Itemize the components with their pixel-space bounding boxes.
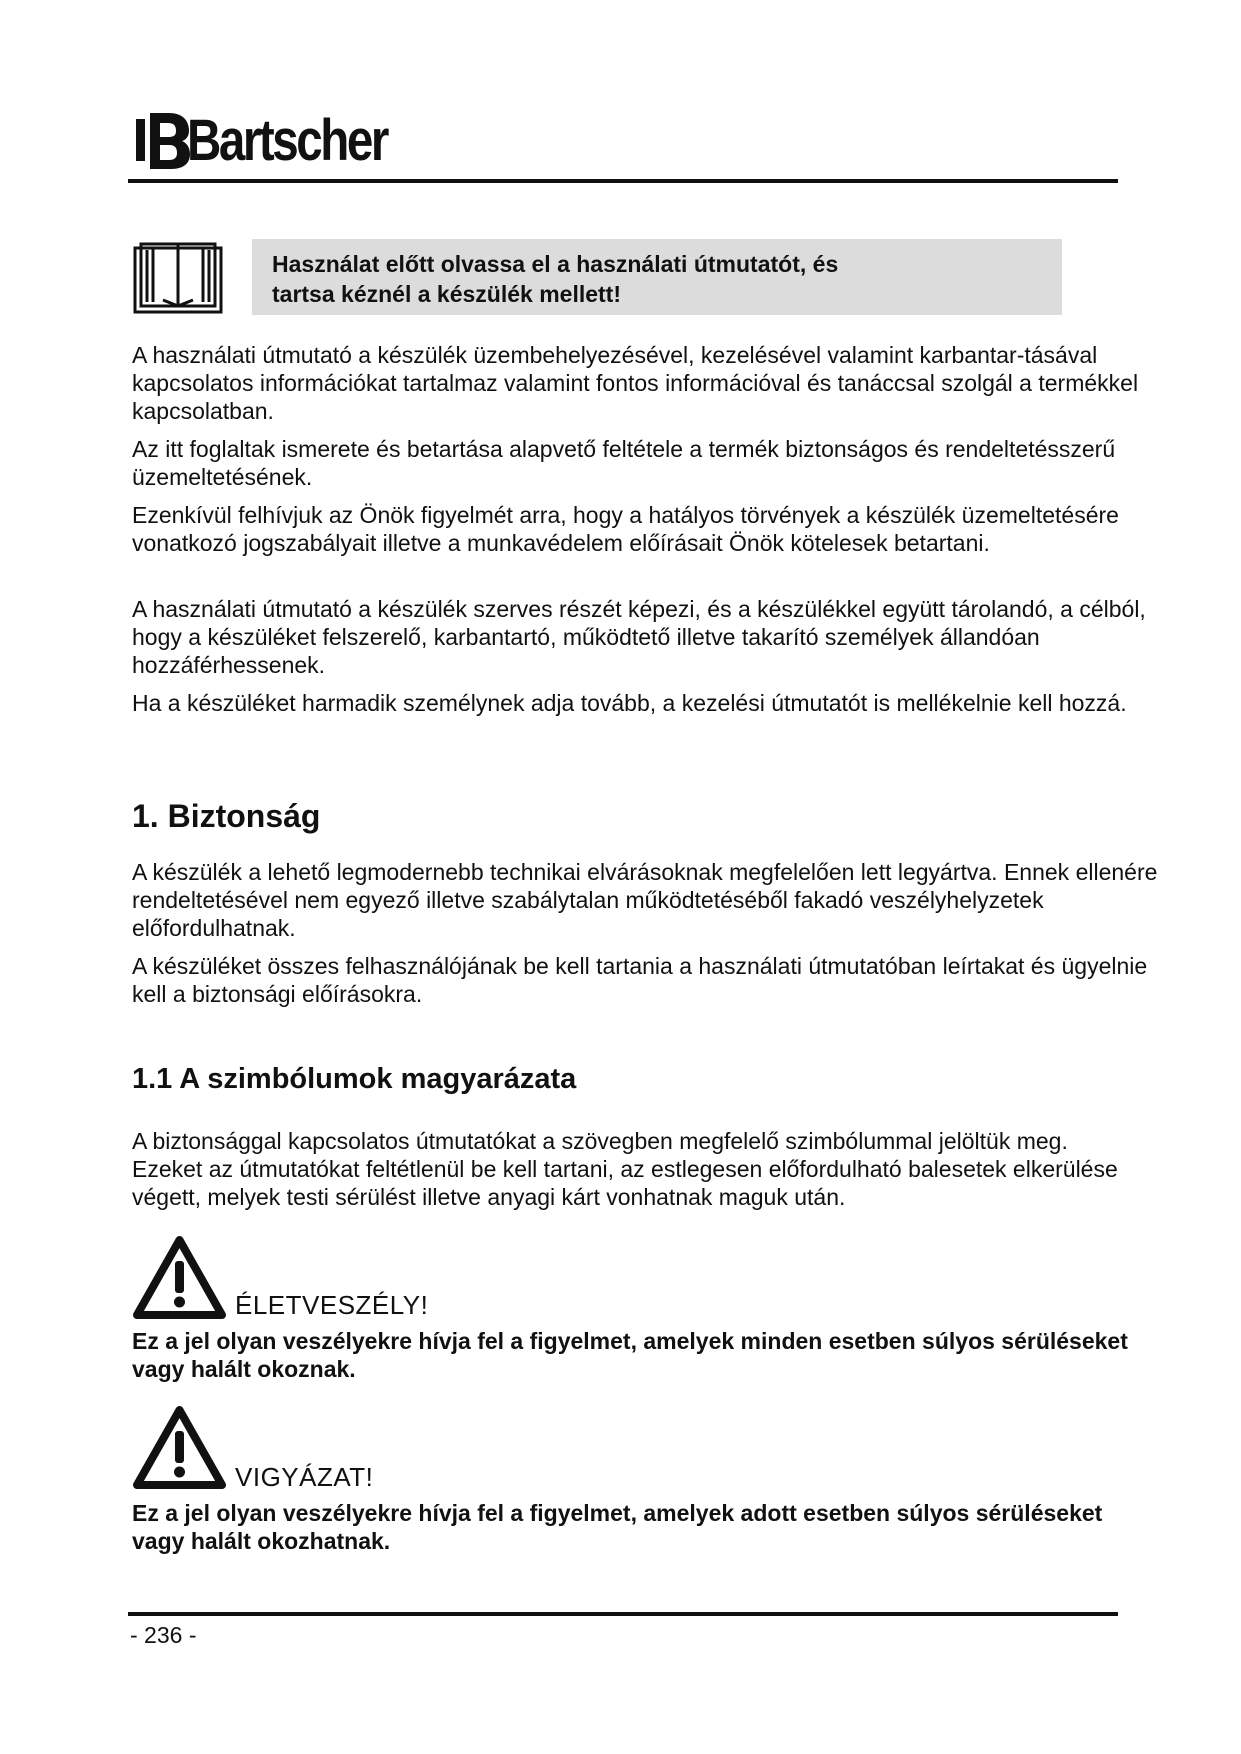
warning-triangle-icon [132, 1405, 227, 1490]
section1-paragraph: A készüléket összes felhasználójának be kell tartania a használati útmutatóban leírtakat és ügyelnie kell a biztonsági előírásokra. [132, 953, 1148, 1007]
brand-logo [133, 100, 431, 180]
intro-paragraph: Ezenkívül felhívjuk az Önök figyelmét arra, hogy a hatályos törvények a készülék üzemeltetésére vonatkozó jogszabályait illetve a munkavédelem előírásait Önök kötelesek betartani. [132, 502, 1119, 556]
section1-paragraph: A készülék a lehető legmodernebb technikai elvárásoknak megfelelően lett legyártva. Ennek ellenére rendeltetésével nem egyező illetve szabálytalan működtetéséből fakadó veszélyhelyzetek előfordulhatnak. [132, 859, 1158, 941]
section-heading-symbols: 1.1 A szimbólumok magyarázata [132, 1063, 577, 1095]
intro-paragraph: Ha a készüléket harmadik személynek adja tovább, a kezelési útmutatót is mellékelnie kell hozzá. [132, 690, 1127, 716]
footer-rule [128, 1612, 1118, 1616]
brand-name: Bartscher [187, 107, 387, 173]
warning-text-caution: Ez a jel olyan veszélyekre hívja fel a figyelmet, amelyek adott esetben súlyos sérüléseket vagy halált okozhatnak. [132, 1500, 1103, 1554]
book-icon [133, 240, 223, 315]
warning-title-danger: ÉLETVESZÉLY! [235, 1290, 429, 1320]
intro-paragraph: Az itt foglaltak ismerete és betartása alapvető feltétele a termék biztonságos és rendeltetésszerű üzemeltetésének. [132, 436, 1116, 490]
header-rule [128, 179, 1118, 183]
notice-line-2: tartsa kéznél a készülék mellett! [272, 281, 621, 307]
read-manual-notice [252, 239, 1062, 315]
section-heading-biztonsag: 1. Biztonság [132, 798, 321, 834]
warning-text-danger: Ez a jel olyan veszélyekre hívja fel a figyelmet, amelyek minden esetben súlyos sérüléseket vagy halált okoznak. [132, 1328, 1128, 1382]
warning-triangle-icon [132, 1235, 227, 1320]
logo-b-icon [133, 105, 191, 175]
section11-paragraph: A biztonsággal kapcsolatos útmutatókat a szövegben megfelelő szimbólummal jelöltük meg. [132, 1128, 1068, 1154]
intro-paragraph: A használati útmutató a készülék szerves részét képezi, és a készülékkel együtt tárolandó, a célból, hogy a készüléket felszerelő, karbantartó, működtető illetve takarító személyek állandóan hozzáférhessenek. [132, 596, 1146, 678]
section11-paragraph: Ezeket az útmutatókat feltétlenül be kell tartani, az estlegesen előfordulható balesetek elkerülése végett, melyek testi sérülést illetve anyagi kárt vonhatnak maguk után. [132, 1156, 1118, 1210]
warning-title-caution: VIGYÁZAT! [235, 1462, 374, 1492]
intro-paragraph: A használati útmutató a készülék üzembehelyezésével, kezelésével valamint karbantar-tásával kapcsolatos információkat tartalmaz valamint fontos információval és tanáccsal szolgál a termékkel kapcsolatban. [132, 342, 1139, 424]
notice-line-1: Használat előtt olvassa el a használati útmutatót, és [272, 251, 839, 277]
page-number: - 236 - [130, 1622, 197, 1648]
